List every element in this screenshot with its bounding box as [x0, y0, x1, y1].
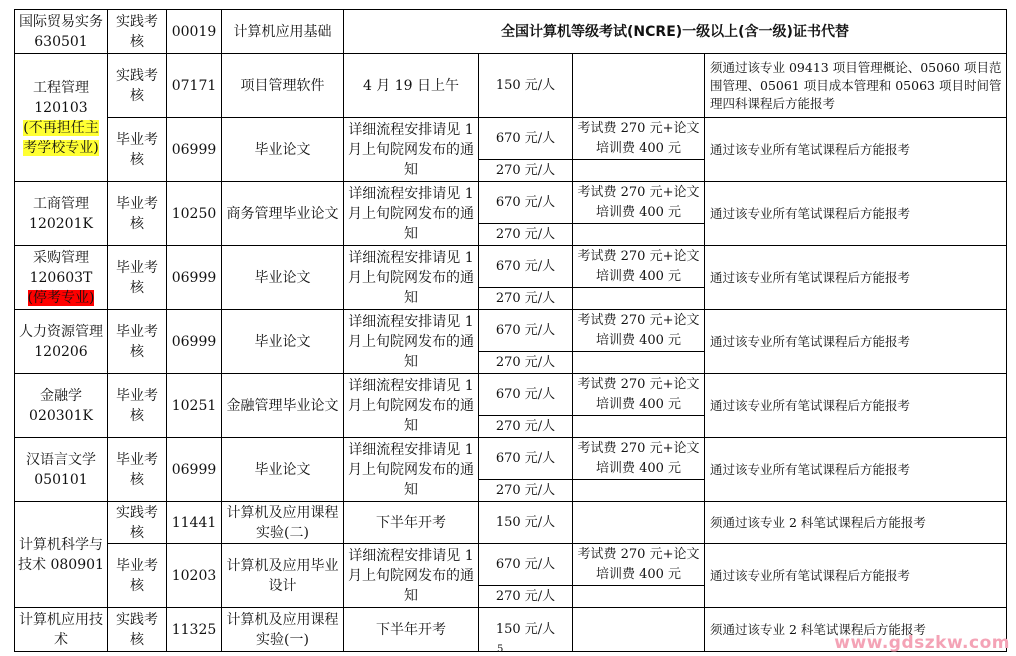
requirement-cell: 通过该专业所有笔试课程后方能报考 [705, 118, 1007, 182]
major-cell: 工商管理 120201K [15, 182, 108, 246]
code-cell: 06999 [167, 438, 222, 502]
requirement-cell: 须通过该专业 2 科笔试课程后方能报考 [705, 502, 1007, 544]
empty-cell [573, 224, 705, 246]
code-cell: 11441 [167, 502, 222, 544]
watermark: www.gdszkw.com [834, 633, 1010, 653]
fee-cell: 270 元/人 [479, 352, 573, 374]
time-cell: 详细流程安排请见 1 月上旬院网发布的通知 [344, 374, 479, 438]
type-cell: 毕业考核 [108, 544, 167, 608]
fee-cell: 670 元/人 [479, 544, 573, 586]
time-cell: 详细流程安排请见 1 月上旬院网发布的通知 [344, 310, 479, 374]
major-cell [15, 54, 108, 182]
fee-detail-cell: 考试费 270 元+论文培训费 400 元 [573, 374, 705, 416]
major-tag: (不再担任主考学校专业) [23, 119, 99, 156]
table-row [15, 374, 1007, 416]
fee-cell: 150 元/人 [479, 54, 573, 118]
table-row [15, 246, 1007, 288]
table-row [15, 502, 1007, 544]
time-cell: 详细流程安排请见 1 月上旬院网发布的通知 [344, 544, 479, 608]
fee-detail-cell: 考试费 270 元+论文培训费 400 元 [573, 310, 705, 352]
fee-detail-cell: 考试费 270 元+论文培训费 400 元 [573, 438, 705, 480]
fee-detail-cell: 考试费 270 元+论文培训费 400 元 [573, 118, 705, 160]
type-cell: 毕业考核 [108, 246, 167, 310]
fee-cell: 270 元/人 [479, 416, 573, 438]
major-cell [15, 246, 108, 310]
course-cell: 毕业论文 [222, 438, 344, 502]
fee-detail-cell [573, 54, 705, 118]
major-cell: 人力资源管理 120206 [15, 310, 108, 374]
empty-cell [573, 160, 705, 182]
table-row [15, 438, 1007, 480]
requirement-cell: 通过该专业所有笔试课程后方能报考 [705, 544, 1007, 608]
code-cell: 10251 [167, 374, 222, 438]
type-cell: 毕业考核 [108, 310, 167, 374]
requirement-cell: 通过该专业所有笔试课程后方能报考 [705, 374, 1007, 438]
fee-detail-cell: 考试费 270 元+论文培训费 400 元 [573, 246, 705, 288]
time-cell: 4 月 19 日上午 [344, 54, 479, 118]
type-cell: 毕业考核 [108, 182, 167, 246]
major-cell: 金融学 020301K [15, 374, 108, 438]
table-row [15, 54, 1007, 118]
table-row [15, 182, 1007, 224]
course-cell: 计算机及应用课程实验(一) [222, 608, 344, 652]
empty-cell [573, 416, 705, 438]
code-cell: 06999 [167, 246, 222, 310]
major-cell: 计算机科学与技术 080901 [15, 502, 108, 608]
table-row [15, 118, 1007, 160]
time-cell: 详细流程安排请见 1 月上旬院网发布的通知 [344, 246, 479, 310]
requirement-cell: 通过该专业所有笔试课程后方能报考 [705, 438, 1007, 502]
type-cell: 实践考核 [108, 10, 167, 54]
time-cell: 下半年开考 [344, 502, 479, 544]
code-cell: 10250 [167, 182, 222, 246]
fee-cell: 670 元/人 [479, 310, 573, 352]
table-row [15, 10, 1007, 54]
type-cell: 实践考核 [108, 54, 167, 118]
fee-cell: 270 元/人 [479, 480, 573, 502]
code-cell: 06999 [167, 310, 222, 374]
empty-cell [573, 288, 705, 310]
requirement-cell: 须通过该专业 09413 项目管理概论、05060 项目范围管理、05061 项目成本管理和 05063 项目时间管理四科课程后方能报考 [705, 54, 1007, 118]
course-cell: 商务管理毕业论文 [222, 182, 344, 246]
major-code: 120603T [29, 269, 93, 286]
fee-cell: 670 元/人 [479, 438, 573, 480]
type-cell: 实践考核 [108, 502, 167, 544]
major-tag: (停考专业) [27, 289, 95, 306]
code-cell: 06999 [167, 118, 222, 182]
major-cell: 国际贸易实务 630501 [15, 10, 108, 54]
course-cell: 毕业论文 [222, 310, 344, 374]
fee-cell: 270 元/人 [479, 586, 573, 608]
course-cell: 毕业论文 [222, 246, 344, 310]
table-row [15, 310, 1007, 352]
course-cell: 计算机应用基础 [222, 10, 344, 54]
fee-detail-cell [573, 502, 705, 544]
major-name: 工程管理 [33, 79, 89, 96]
course-cell: 项目管理软件 [222, 54, 344, 118]
code-cell: 07171 [167, 54, 222, 118]
fee-cell: 150 元/人 [479, 502, 573, 544]
time-cell: 详细流程安排请见 1 月上旬院网发布的通知 [344, 182, 479, 246]
code-cell: 00019 [167, 10, 222, 54]
requirement-cell: 通过该专业所有笔试课程后方能报考 [705, 310, 1007, 374]
ncre-note-cell: 全国计算机等级考试(NCRE)一级以上(含一级)证书代替 [344, 10, 1007, 54]
requirement-cell: 通过该专业所有笔试课程后方能报考 [705, 246, 1007, 310]
fee-cell: 270 元/人 [479, 288, 573, 310]
requirement-cell: 通过该专业所有笔试课程后方能报考 [705, 182, 1007, 246]
course-cell: 毕业论文 [222, 118, 344, 182]
fee-cell: 270 元/人 [479, 160, 573, 182]
fee-detail-cell: 考试费 270 元+论文培训费 400 元 [573, 544, 705, 586]
table-row [15, 544, 1007, 586]
requirement-cell: 须通过该专业 2 科笔试课程后方能报考 [705, 608, 1007, 652]
type-cell: 毕业考核 [108, 438, 167, 502]
fee-cell: 670 元/人 [479, 118, 573, 160]
course-cell: 金融管理毕业论文 [222, 374, 344, 438]
course-cell: 计算机及应用毕业设计 [222, 544, 344, 608]
type-cell: 实践考核 [108, 608, 167, 652]
empty-cell [573, 352, 705, 374]
empty-cell [573, 586, 705, 608]
major-cell: 计算机应用技术 [15, 608, 108, 652]
fee-cell: 670 元/人 [479, 182, 573, 224]
course-cell: 计算机及应用课程实验(二) [222, 502, 344, 544]
exam-schedule-table [14, 9, 1007, 652]
fee-detail-cell [573, 608, 705, 652]
major-name: 采购管理 [33, 249, 89, 266]
fee-cell: 670 元/人 [479, 246, 573, 288]
type-cell: 毕业考核 [108, 374, 167, 438]
time-cell: 详细流程安排请见 1 月上旬院网发布的通知 [344, 438, 479, 502]
major-cell: 汉语言文学 050101 [15, 438, 108, 502]
code-cell: 11325 [167, 608, 222, 652]
time-cell: 下半年开考 [344, 608, 479, 652]
fee-cell: 670 元/人 [479, 374, 573, 416]
type-cell: 毕业考核 [108, 118, 167, 182]
page-number: 5 [497, 644, 504, 655]
fee-cell: 150 元/人 [479, 608, 573, 652]
major-code: 120103 [34, 99, 88, 116]
fee-cell: 270 元/人 [479, 224, 573, 246]
time-cell: 详细流程安排请见 1 月上旬院网发布的通知 [344, 118, 479, 182]
code-cell: 10203 [167, 544, 222, 608]
fee-detail-cell: 考试费 270 元+论文培训费 400 元 [573, 182, 705, 224]
empty-cell [573, 480, 705, 502]
